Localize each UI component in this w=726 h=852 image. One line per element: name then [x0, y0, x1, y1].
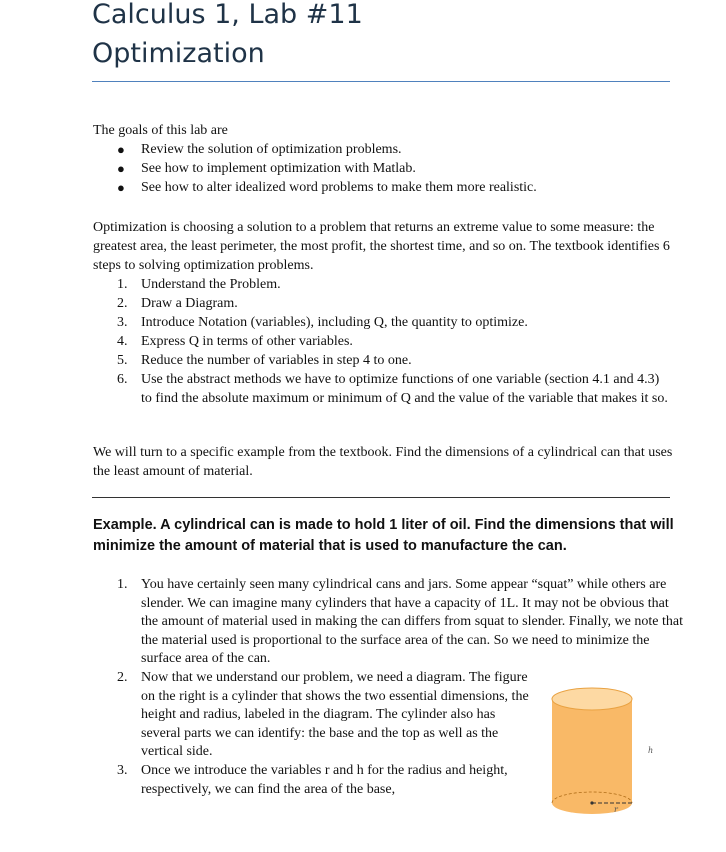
example-step: [93, 576, 683, 669]
step-number: 1.: [117, 577, 128, 592]
cylinder-diagram: [548, 685, 670, 820]
step-text: Once we introduce the variables r and h for the radius and height, respectively, we can find the area of the base,: [141, 762, 508, 797]
step-item: [93, 370, 673, 408]
step-item: [93, 351, 673, 370]
step-item: [93, 332, 673, 351]
step-number: 5.: [117, 353, 128, 368]
center-point: [590, 801, 593, 804]
goal-text: See how to alter idealized word problems to make them more realistic.: [141, 180, 537, 195]
goal-text: See how to implement optimization with Matlab.: [141, 161, 416, 176]
bullet-icon: ●: [117, 180, 125, 195]
step-number: 2.: [117, 669, 128, 685]
specific-example-paragraph: We will turn to a specific example from the textbook. Find the dimensions of a cylindrical can that uses the least amount of material.: [93, 445, 673, 479]
goal-text: Review the solution of optimization problems.: [141, 142, 402, 157]
bullet-icon: ●: [117, 161, 125, 176]
optimization-paragraph: Optimization is choosing a solution to a problem that returns an extreme value to some measure: the greatest area, the least perimeter, the most profit, the shortest time, and so on. The textbook identifies 6 steps to solving optimization problems.: [93, 220, 670, 273]
page-subtitle: Optimization: [92, 38, 265, 69]
step-number: 4.: [117, 334, 128, 349]
step-number: 2.: [117, 296, 128, 311]
goals-list: [93, 140, 673, 197]
step-item: [93, 313, 673, 332]
section-divider: [92, 497, 670, 498]
goals-section: [93, 121, 673, 197]
optimization-steps: [93, 275, 673, 408]
step-text: Express Q in terms of other variables.: [141, 334, 353, 349]
goals-intro: The goals of this lab are: [93, 123, 228, 138]
step-text: You have certainly seen many cylindrical cans and jars. Some appear “squat” while others are slender. We can imagine many cylinders that have a capacity of 1L. It may not be obvious that the amount of material used in making the can differs from squat to slender. Finally, we note that the material used is proportional to the surface area of the can. So we need to minimize the surface area of the can.: [141, 577, 683, 667]
cylinder-side: [552, 699, 632, 803]
step-text: Understand the Problem.: [141, 277, 281, 292]
goal-item: [93, 159, 673, 178]
optimization-section: [93, 218, 673, 408]
step-item: [93, 294, 673, 313]
specific-example-section: [93, 443, 673, 481]
step-number: 1.: [117, 277, 128, 292]
goal-item: [93, 178, 673, 197]
bullet-icon: ●: [117, 142, 125, 157]
step-number: 3.: [117, 315, 128, 330]
example-heading: Example. A cylindrical can is made to hold 1 liter of oil. Find the dimensions that will minimize the amount of material that is used to manufacture the can.: [93, 517, 674, 554]
page-title: Calculus 1, Lab #11: [92, 0, 363, 30]
step-item: [93, 275, 673, 294]
radius-label: r: [614, 805, 618, 814]
step-number: 3.: [117, 762, 128, 778]
step-text: Draw a Diagram.: [141, 296, 238, 311]
step-text: Use the abstract methods we have to optimize functions of one variable (section 4.1 and 4.3) to find the absolute maximum or minimum of Q and the value of the variable that makes it so.: [141, 372, 668, 406]
step-text: Introduce Notation (variables), including Q, the quantity to optimize.: [141, 315, 528, 330]
goal-item: [93, 140, 673, 159]
title-divider: [92, 81, 670, 82]
height-label: h: [648, 746, 654, 755]
step-text: Reduce the number of variables in step 4 to one.: [141, 353, 412, 368]
step-number: 6.: [117, 372, 128, 387]
step-text: Now that we understand our problem, we need a diagram. The figure on the right is a cylinder that shows the two essential dimensions, the height and radius, labeled in the diagram. The cylinder also has several parts we can identify: the base and the top as well as the vertical side.: [141, 669, 529, 760]
